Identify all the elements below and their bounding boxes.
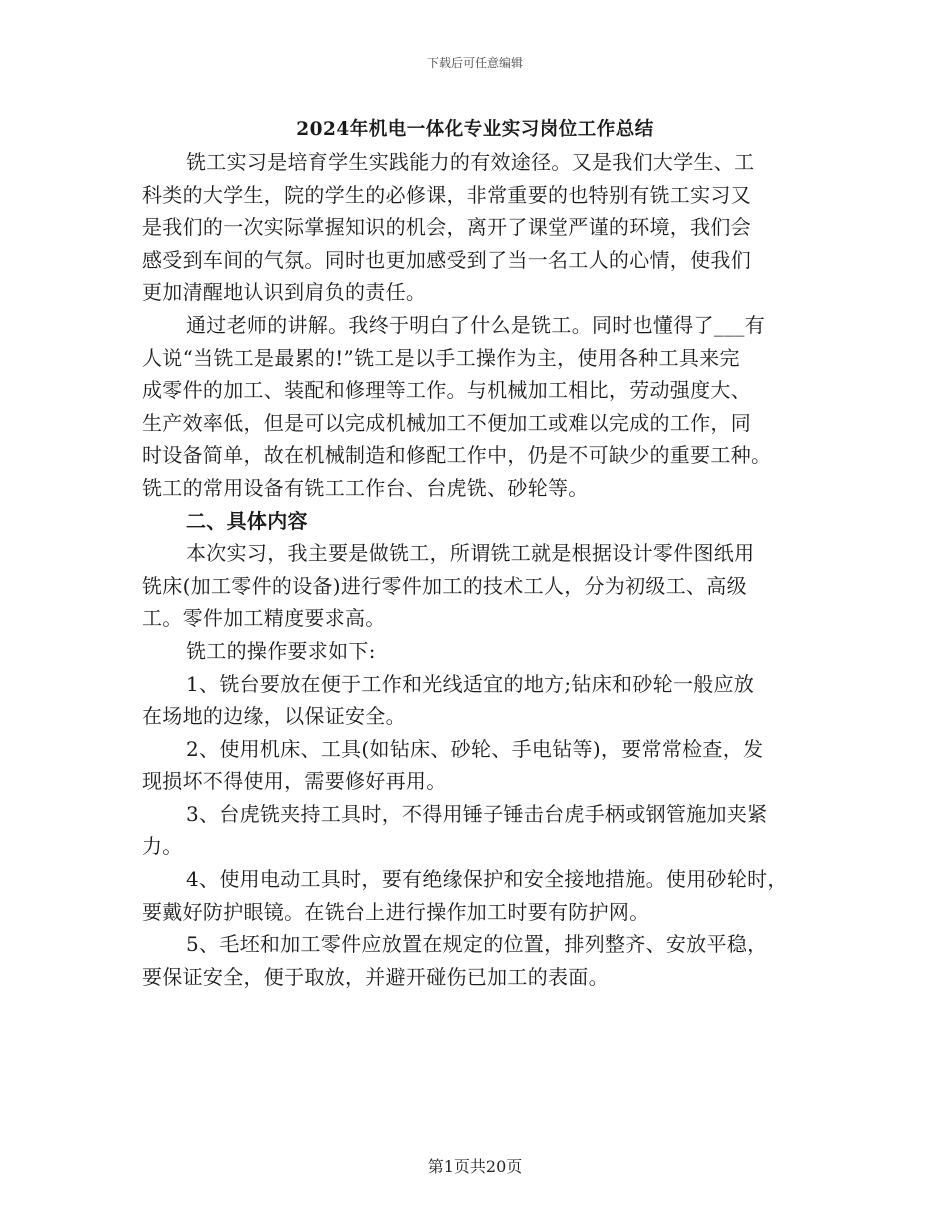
text-line: 更加清醒地认识到肩负的责任。 <box>142 280 427 305</box>
text-line: 铣工的操作要求如下: <box>186 638 376 663</box>
text-line: 铣床(加工零件的设备)进行零件加工的技术工人，分为初级工、高级 <box>142 573 747 598</box>
text-line: 2、使用机床、工具(如钻床、砂轮、手电钻等)，要常常检查，发 <box>186 736 764 761</box>
document-body <box>142 146 827 993</box>
text-line: 人说“当铣工是最累的!”铣工是以手工操作为主，使用各种工具来完 <box>142 345 740 370</box>
text-line: 感受到车间的气氛。同时也更加感受到了当一名工人的心情，使我们 <box>142 247 751 272</box>
text-line: 科类的大学生，院的学生的必修课，非常重要的也特别有铣工实习又 <box>142 182 751 207</box>
header-note: 下载后可任意编辑 <box>426 56 523 70</box>
text-line: 在场地的边缘，以保证安全。 <box>142 704 406 729</box>
text-line: 铣工的常用设备有铣工工作台、台虎铣、砂轮等。 <box>142 475 589 500</box>
text-line: 5、毛坯和加工零件应放置在规定的位置，排列整齐、安放平稳， <box>186 932 768 957</box>
text-line: 本次实习，我主要是做铣工，所谓铣工就是根据设计零件图纸用 <box>186 541 755 566</box>
document-title: 2024年机电一体化专业实习岗位工作总结 <box>296 119 654 140</box>
page-number-footer: 第1页共20页 <box>427 1157 523 1176</box>
text-line: 要保证安全，便于取放，并避开碰伤已加工的表面。 <box>142 964 609 989</box>
text-line: 时设备简单，故在机械制造和修配工作中，仍是不可缺少的重要工种。 <box>142 443 772 468</box>
text-line: 4、使用电动工具时，要有绝缘保护和安全接地措施。使用砂轮时， <box>186 867 788 892</box>
text-line: 是我们的一次实际掌握知识的机会，离开了课堂严谨的环境，我们会 <box>142 215 751 240</box>
text-line: 通过老师的讲解。我终于明白了什么是铣工。同时也懂得了___有 <box>186 312 765 337</box>
text-line: 3、台虎铣夹持工具时，不得用锤子锤击台虎手柄或钢管施加夹紧 <box>186 801 768 826</box>
text-line: 工。零件加工精度要求高。 <box>142 606 386 631</box>
text-line: 1、铣台要放在便于工作和光线适宜的地方;钻床和砂轮一般应放 <box>186 671 755 696</box>
section-heading: 二、具体内容 <box>186 508 308 533</box>
text-line: 生产效率低，但是可以完成机械加工不便加工或难以完成的工作，同 <box>142 410 751 435</box>
text-line: 铣工实习是培育学生实践能力的有效途径。又是我们大学生、工 <box>186 150 755 174</box>
text-line: 现损坏不得使用，需要修好再用。 <box>142 769 447 794</box>
text-line: 要戴好防护眼镜。在铣台上进行操作加工时要有防护网。 <box>142 899 650 924</box>
text-line: 力。 <box>142 834 183 859</box>
text-line: 成零件的加工、装配和修理等工作。与机械加工相比，劳动强度大、 <box>142 378 751 403</box>
